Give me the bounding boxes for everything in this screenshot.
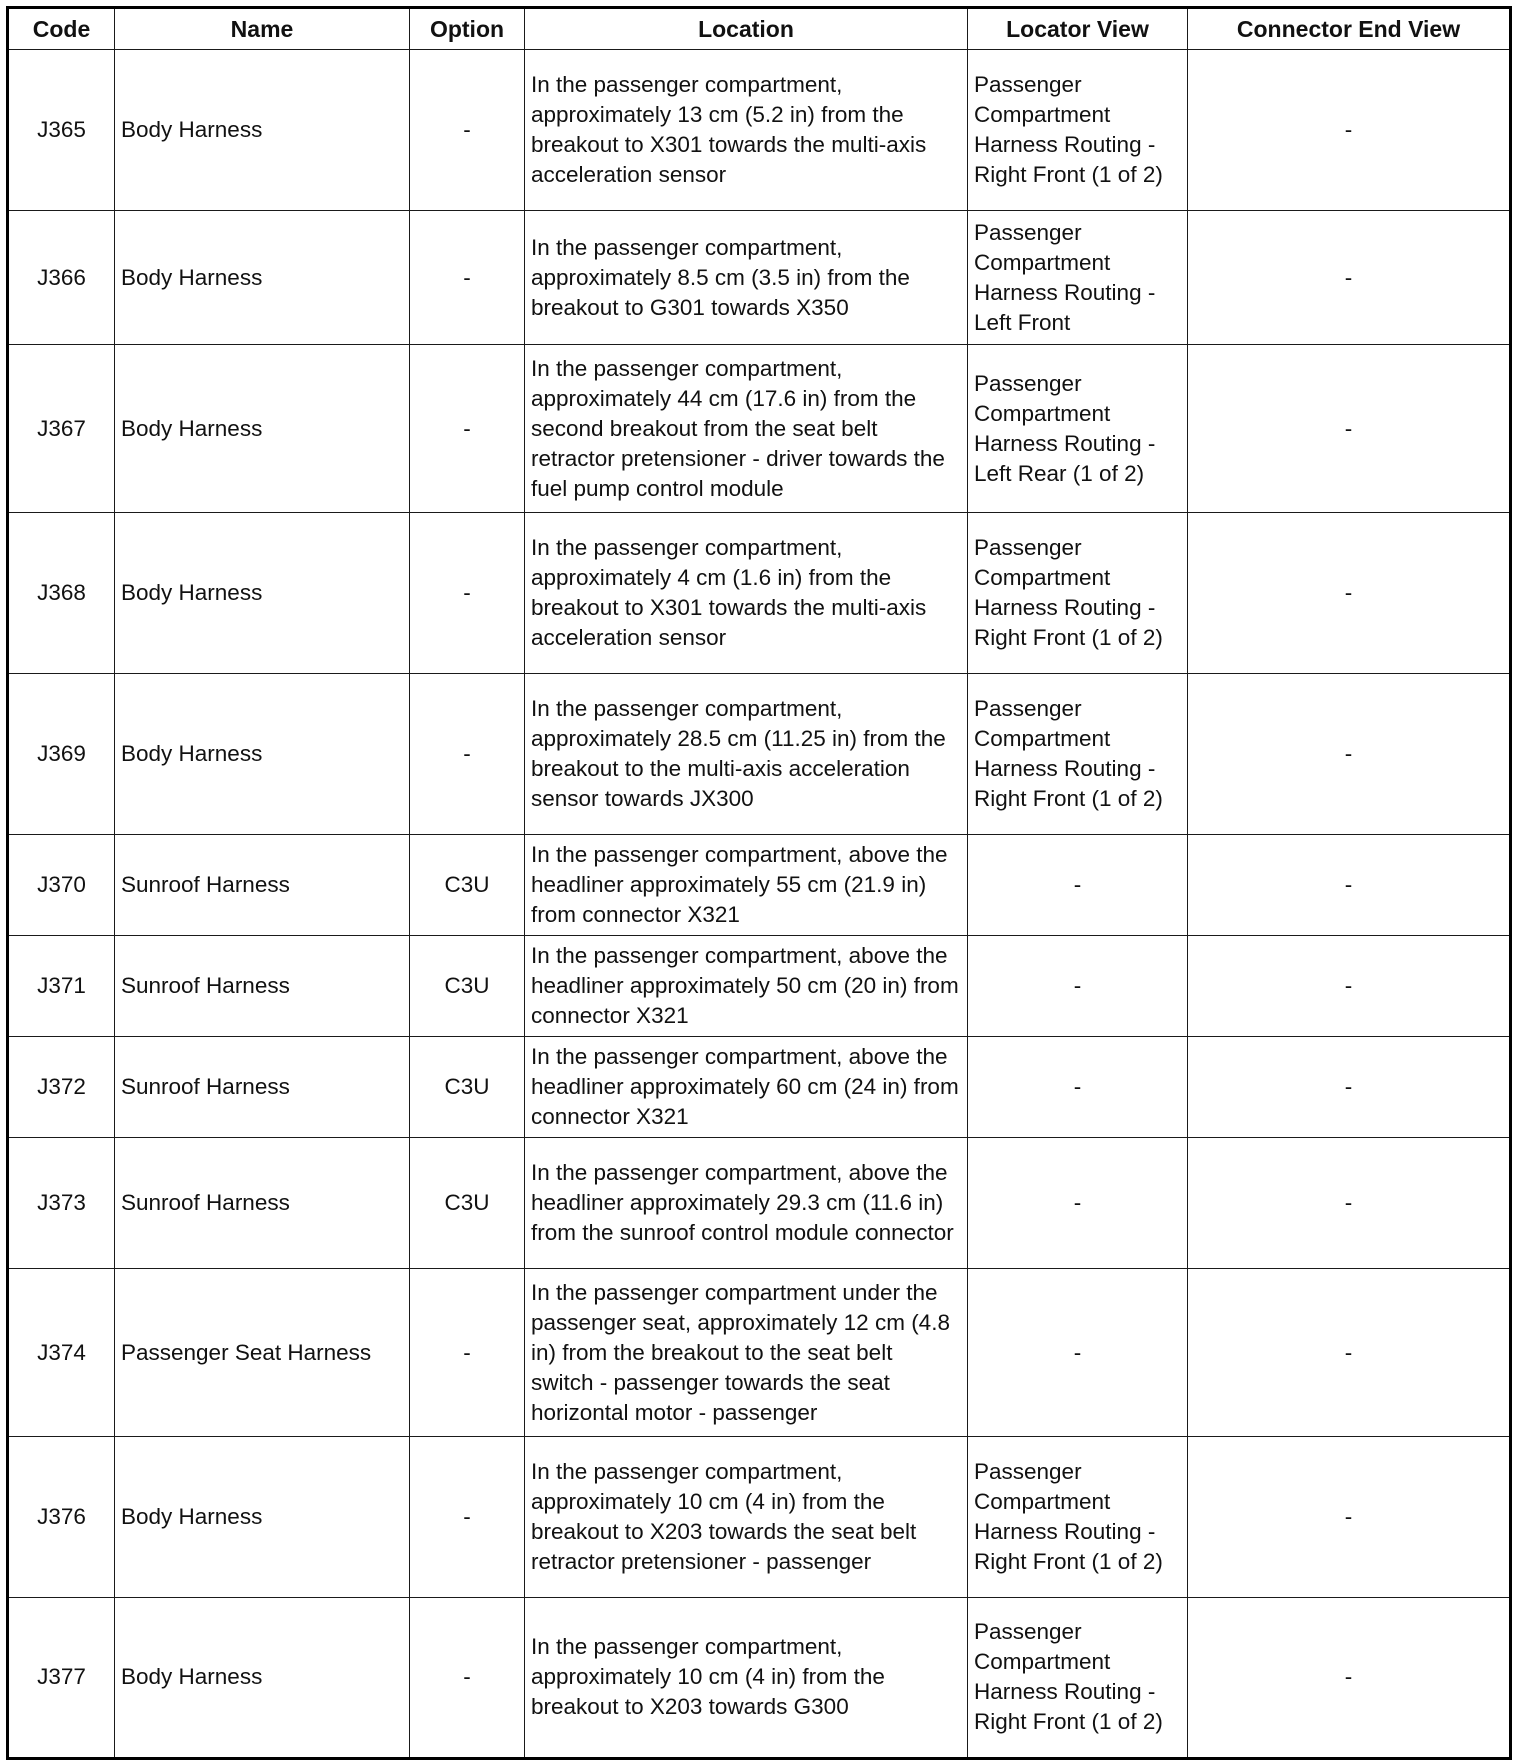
cell-connector-end-view: - [1188, 1037, 1511, 1138]
cell-location: In the passenger compartment, approximately 8.5 cm (3.5 in) from the breakout to G301 towards X350 [525, 211, 968, 345]
cell-locator-view: Passenger Compartment Harness Routing - Left Front [968, 211, 1188, 345]
cell-locator-view: - [968, 936, 1188, 1037]
header-location: Location [525, 8, 968, 50]
cell-connector-end-view: - [1188, 936, 1511, 1037]
cell-name: Body Harness [115, 1597, 410, 1758]
header-code: Code [8, 8, 115, 50]
cell-code: J369 [8, 674, 115, 835]
cell-option: - [410, 674, 525, 835]
cell-location: In the passenger compartment, approximately 10 cm (4 in) from the breakout to X203 towards G300 [525, 1597, 968, 1758]
cell-connector-end-view: - [1188, 1269, 1511, 1437]
header-row [8, 8, 1511, 50]
cell-name: Body Harness [115, 513, 410, 674]
table-row [8, 674, 1511, 835]
cell-locator-view: Passenger Compartment Harness Routing - Right Front (1 of 2) [968, 513, 1188, 674]
cell-location: In the passenger compartment, approximately 13 cm (5.2 in) from the breakout to X301 towards the multi-axis acceleration sensor [525, 50, 968, 211]
cell-option: - [410, 211, 525, 345]
cell-option: C3U [410, 936, 525, 1037]
cell-locator-view: - [968, 835, 1188, 936]
cell-connector-end-view: - [1188, 674, 1511, 835]
cell-option: C3U [410, 1037, 525, 1138]
cell-code: J373 [8, 1138, 115, 1269]
cell-connector-end-view: - [1188, 211, 1511, 345]
cell-name: Sunroof Harness [115, 835, 410, 936]
cell-connector-end-view: - [1188, 1436, 1511, 1597]
cell-name: Body Harness [115, 211, 410, 345]
table-row [8, 1138, 1511, 1269]
cell-locator-view: - [968, 1037, 1188, 1138]
cell-code: J371 [8, 936, 115, 1037]
cell-location: In the passenger compartment, above the headliner approximately 29.3 cm (11.6 in) from the sunroof control module connector [525, 1138, 968, 1269]
cell-location: In the passenger compartment, approximately 10 cm (4 in) from the breakout to X203 towards the seat belt retractor pretensioner - passenger [525, 1436, 968, 1597]
cell-name: Passenger Seat Harness [115, 1269, 410, 1437]
cell-locator-view: - [968, 1138, 1188, 1269]
header-locator-view: Locator View [968, 8, 1188, 50]
table-row [8, 1269, 1511, 1437]
cell-location: In the passenger compartment, approximately 28.5 cm (11.25 in) from the breakout to the multi-axis acceleration sensor towards JX300 [525, 674, 968, 835]
cell-location: In the passenger compartment, approximately 44 cm (17.6 in) from the second breakout from the seat belt retractor pretensioner - driver towards the fuel pump control module [525, 345, 968, 513]
cell-code: J377 [8, 1597, 115, 1758]
cell-location: In the passenger compartment under the passenger seat, approximately 12 cm (4.8 in) from the breakout to the seat belt switch - passenger towards the seat horizontal motor - passenger [525, 1269, 968, 1437]
table-row [8, 835, 1511, 936]
header-connector-end-view: Connector End View [1188, 8, 1511, 50]
cell-connector-end-view: - [1188, 1597, 1511, 1758]
cell-locator-view: Passenger Compartment Harness Routing - Right Front (1 of 2) [968, 1597, 1188, 1758]
table-row [8, 345, 1511, 513]
cell-code: J376 [8, 1436, 115, 1597]
cell-code: J367 [8, 345, 115, 513]
cell-option: - [410, 50, 525, 211]
cell-location: In the passenger compartment, above the headliner approximately 55 cm (21.9 in) from connector X321 [525, 835, 968, 936]
cell-location: In the passenger compartment, above the headliner approximately 50 cm (20 in) from connector X321 [525, 936, 968, 1037]
cell-option: - [410, 513, 525, 674]
table-row [8, 1436, 1511, 1597]
cell-name: Body Harness [115, 1436, 410, 1597]
cell-code: J366 [8, 211, 115, 345]
document-page [6, 6, 1512, 1760]
cell-connector-end-view: - [1188, 1138, 1511, 1269]
cell-name: Sunroof Harness [115, 1138, 410, 1269]
cell-name: Body Harness [115, 674, 410, 835]
table-row [8, 1597, 1511, 1758]
cell-name: Body Harness [115, 345, 410, 513]
cell-option: - [410, 345, 525, 513]
table-row [8, 936, 1511, 1037]
cell-option: - [410, 1436, 525, 1597]
cell-name: Sunroof Harness [115, 936, 410, 1037]
cell-location: In the passenger compartment, above the headliner approximately 60 cm (24 in) from connector X321 [525, 1037, 968, 1138]
table-row [8, 50, 1511, 211]
cell-code: J372 [8, 1037, 115, 1138]
cell-option: - [410, 1597, 525, 1758]
cell-locator-view: Passenger Compartment Harness Routing - Right Front (1 of 2) [968, 50, 1188, 211]
cell-connector-end-view: - [1188, 345, 1511, 513]
cell-code: J370 [8, 835, 115, 936]
cell-location: In the passenger compartment, approximately 4 cm (1.6 in) from the breakout to X301 towards the multi-axis acceleration sensor [525, 513, 968, 674]
cell-connector-end-view: - [1188, 835, 1511, 936]
cell-connector-end-view: - [1188, 513, 1511, 674]
cell-locator-view: Passenger Compartment Harness Routing - Left Rear (1 of 2) [968, 345, 1188, 513]
cell-code: J365 [8, 50, 115, 211]
splice-pack-table [6, 6, 1512, 1760]
header-option: Option [410, 8, 525, 50]
table-row [8, 513, 1511, 674]
cell-connector-end-view: - [1188, 50, 1511, 211]
cell-option: C3U [410, 835, 525, 936]
header-name: Name [115, 8, 410, 50]
table-row [8, 211, 1511, 345]
cell-name: Sunroof Harness [115, 1037, 410, 1138]
cell-name: Body Harness [115, 50, 410, 211]
cell-locator-view: Passenger Compartment Harness Routing - Right Front (1 of 2) [968, 674, 1188, 835]
cell-locator-view: - [968, 1269, 1188, 1437]
table-row [8, 1037, 1511, 1138]
cell-code: J368 [8, 513, 115, 674]
cell-code: J374 [8, 1269, 115, 1437]
cell-option: - [410, 1269, 525, 1437]
cell-option: C3U [410, 1138, 525, 1269]
cell-locator-view: Passenger Compartment Harness Routing - Right Front (1 of 2) [968, 1436, 1188, 1597]
